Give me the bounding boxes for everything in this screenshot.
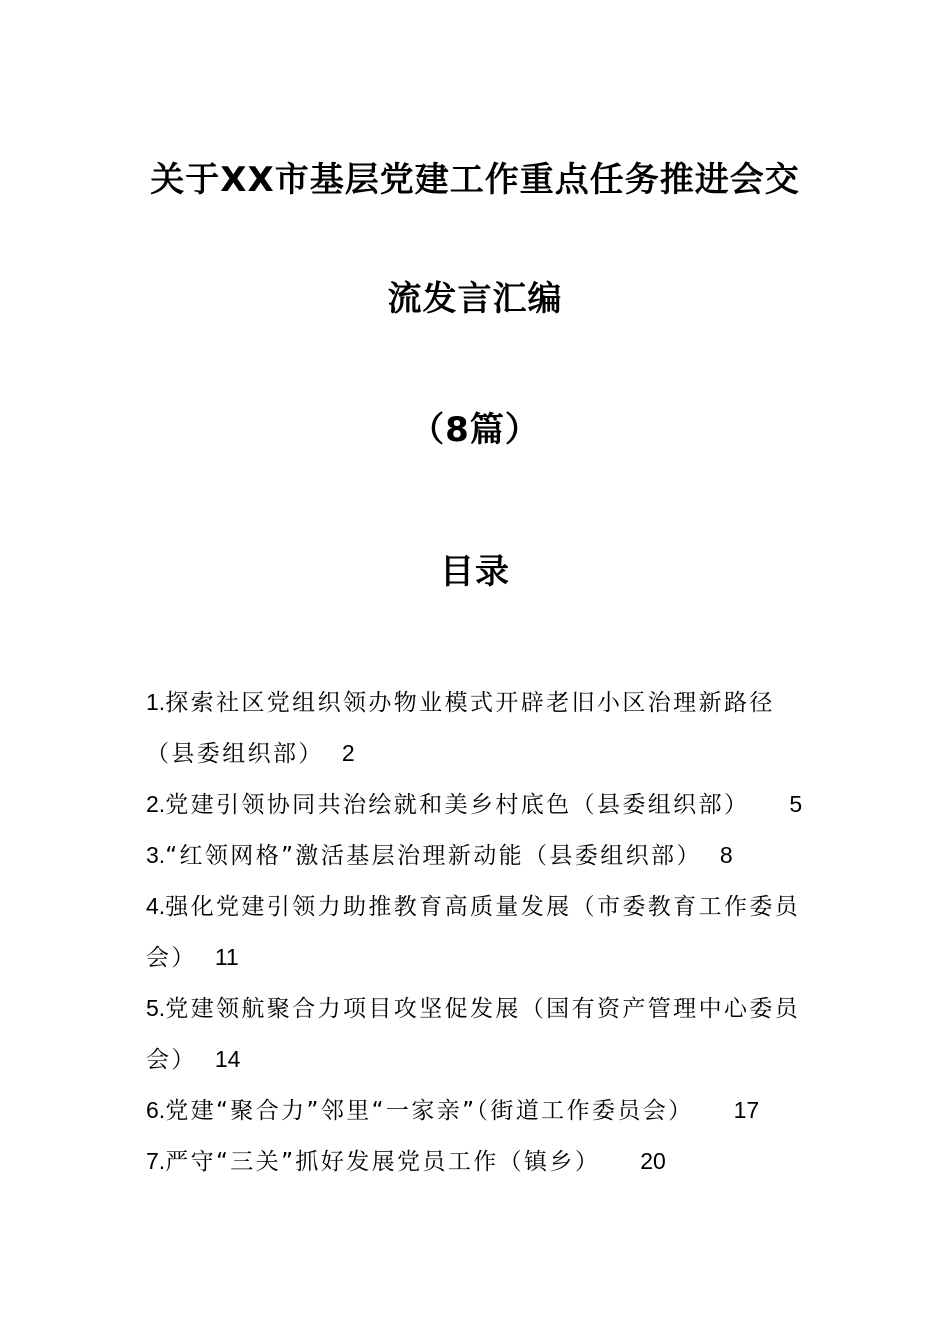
toc-item-page: 8 bbox=[719, 842, 733, 868]
document-count: （8篇） bbox=[410, 410, 540, 450]
toc-item-text: 严守“三关”抓好发展党员工作（镇乡） bbox=[165, 1149, 601, 1175]
toc-item-number: 2. bbox=[146, 791, 166, 817]
toc-item-7[interactable] bbox=[146, 1136, 816, 1187]
toc-item-page: 11 bbox=[214, 944, 239, 970]
table-of-contents bbox=[146, 677, 816, 1187]
toc-item-text: “红领网格”激活基层治理新动能（县委组织部） bbox=[165, 843, 702, 869]
document-title-line-1: 关于XX市基层党建工作重点任务推进会交 bbox=[150, 160, 800, 200]
toc-item-page: 5 bbox=[789, 791, 803, 817]
toc-item-text: 党建领航聚合力项目攻坚促发展（国有资产管理中心委员会） bbox=[146, 996, 801, 1073]
toc-item-text: 党建引领协同共治绘就和美乡村底色（县委组织部） bbox=[165, 792, 750, 818]
toc-item-number: 5. bbox=[146, 995, 166, 1021]
toc-item-6[interactable] bbox=[146, 1085, 816, 1136]
toc-item-5[interactable] bbox=[146, 983, 816, 1085]
toc-item-number: 1. bbox=[146, 689, 166, 715]
toc-item-number: 3. bbox=[146, 842, 166, 868]
toc-heading: 目录 bbox=[440, 552, 510, 592]
toc-item-page: 20 bbox=[640, 1148, 666, 1174]
toc-item-number: 4. bbox=[146, 893, 166, 919]
toc-item-page: 2 bbox=[341, 740, 355, 766]
toc-item-3[interactable] bbox=[146, 830, 816, 881]
toc-item-text: 党建“聚合力”邻里“一家亲”（街道工作委员会） bbox=[165, 1098, 694, 1124]
toc-item-page: 17 bbox=[733, 1097, 760, 1123]
document-title-line-2: 流发言汇编 bbox=[387, 279, 563, 319]
toc-item-page: 14 bbox=[214, 1046, 241, 1072]
toc-item-2[interactable] bbox=[146, 779, 816, 830]
toc-item-text: 探索社区党组织领办物业模式开辟老旧小区治理新路径（县委组织部） bbox=[146, 690, 775, 767]
toc-item-number: 6. bbox=[146, 1097, 166, 1123]
toc-item-4[interactable] bbox=[146, 881, 816, 983]
toc-item-number: 7. bbox=[146, 1148, 166, 1174]
toc-item-1[interactable] bbox=[146, 677, 816, 779]
toc-item-text: 强化党建引领力助推教育高质量发展（市委教育工作委员会） bbox=[146, 894, 801, 971]
